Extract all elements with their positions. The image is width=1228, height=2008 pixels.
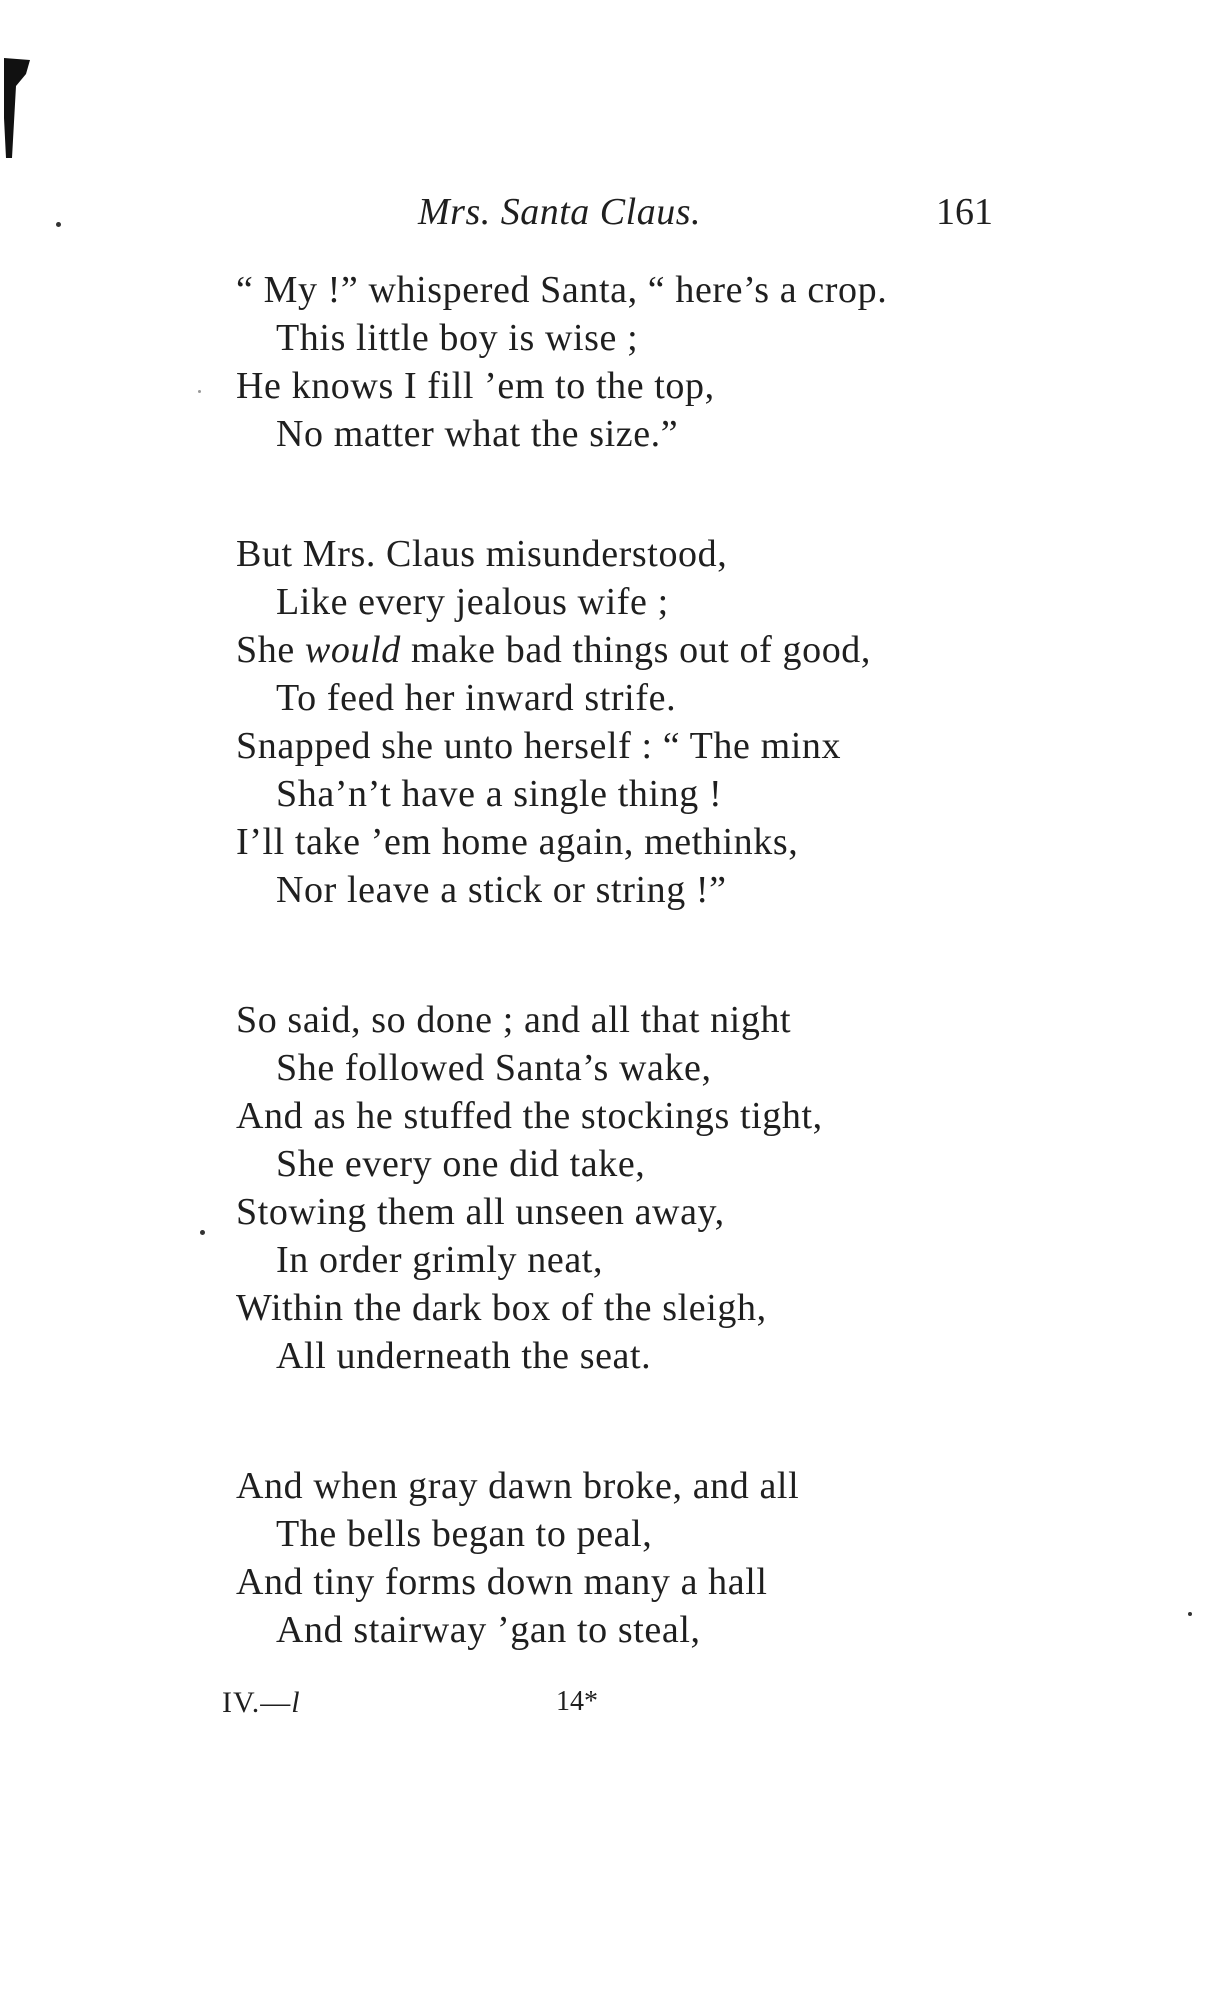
verse-line: In order grimly neat, (276, 1239, 604, 1281)
verse-line: He knows I fill ’em to the top, (236, 365, 715, 407)
page-edge-mark (4, 58, 30, 158)
verse-line: Snapped she unto herself : “ The minx (236, 725, 842, 767)
verse-line: No matter what the size.” (276, 413, 679, 455)
verse-line: And stairway ’gan to steal, (276, 1609, 701, 1651)
verse-line: All underneath the seat. (276, 1335, 652, 1377)
signature-number: 14* (556, 1686, 598, 1717)
ink-speck (56, 222, 61, 227)
signature-prefix: IV.— (222, 1686, 292, 1719)
signature-letter: l (291, 1686, 301, 1719)
verse-line (236, 626, 871, 674)
verse-line: But Mrs. Claus misunderstood, (236, 533, 728, 575)
verse-line: Within the dark box of the sleigh, (236, 1287, 767, 1329)
verse-line: To feed her inward strife. (276, 677, 677, 719)
emphasized-word: would (304, 629, 401, 671)
ink-speck (1188, 1612, 1192, 1616)
verse-line: And as he stuffed the stockings tight, (236, 1095, 823, 1137)
verse-line: So said, so done ; and all that night (236, 999, 792, 1041)
verse-line: And when gray dawn broke, and all (236, 1465, 800, 1507)
running-header-title: Mrs. Santa Claus. (418, 191, 701, 233)
verse-text: make bad things out of good, (410, 629, 872, 671)
page-number: 161 (936, 191, 993, 233)
signature-mark (222, 1686, 301, 1720)
verse-line: She every one did take, (276, 1143, 646, 1185)
verse-line: Nor leave a stick or string !” (276, 869, 727, 911)
verse-line: This little boy is wise ; (276, 317, 639, 359)
ink-speck (200, 1230, 205, 1235)
verse-line: “ My !” whispered Santa, “ here’s a crop. (236, 269, 888, 311)
verse-line: Sha’n’t have a single thing ! (276, 773, 723, 815)
verse-line: Stowing them all unseen away, (236, 1191, 725, 1233)
verse-line: Like every jealous wife ; (276, 581, 669, 623)
verse-line: She followed Santa’s wake, (276, 1047, 712, 1089)
verse-line: And tiny forms down many a hall (236, 1561, 768, 1603)
verse-line: I’ll take ’em home again, methinks, (236, 821, 799, 863)
verse-text: She (236, 629, 295, 671)
ink-speck (198, 390, 201, 393)
verse-line: The bells began to peal, (276, 1513, 653, 1555)
